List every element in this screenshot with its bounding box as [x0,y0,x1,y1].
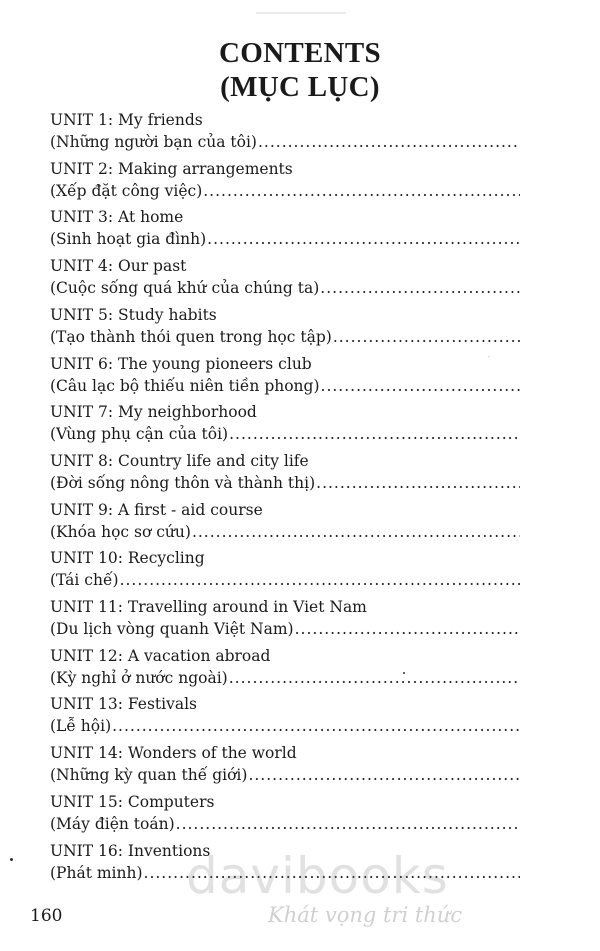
unit-subtitle: (Tái chế) [50,571,119,589]
page-subtitle: (MỤC LỤC) [220,71,380,103]
unit-subtitle: (Cuộc sống quá khứ của chúng ta) [50,279,320,297]
contents-entry [50,548,520,590]
unit-title: UNIT 6: The young pioneers club [50,355,312,373]
dot-leader [203,181,520,201]
unit-title: UNIT 7: My neighborhood [50,403,257,421]
unit-subtitle: (Những người bạn của tôi) [50,133,257,151]
contents-entry [50,305,520,347]
dot-leader [333,327,520,347]
faint-stamp: · [487,350,491,364]
unit-subtitle-row [50,716,520,736]
unit-subtitle-row [50,424,520,444]
unit-subtitle: (Lễ hội) [50,717,112,735]
dot-leader [295,619,520,639]
dot-leader [176,814,520,834]
unit-subtitle: (Câu lạc bộ thiếu niên tiền phong) [50,377,320,395]
dot-leader [120,570,520,590]
dot-leader [248,765,520,785]
unit-subtitle: (Khóa học sơ cứu) [50,523,191,541]
contents-entry [50,354,520,396]
contents-entry [50,402,520,444]
contents-entry [50,792,520,834]
page-title: CONTENTS [219,37,381,69]
watermark-logo: davibooks [186,847,449,905]
scan-mark [256,12,346,14]
unit-subtitle: (Đời sống nông thôn và thành thị) [50,474,316,492]
dot-leader [320,278,520,298]
unit-subtitle-row [50,376,520,396]
unit-subtitle: (Vùng phụ cận của tôi) [50,425,229,443]
dot-leader [316,473,520,493]
unit-subtitle-row [50,327,520,347]
unit-subtitle: (Xếp đặt công việc) [50,182,203,200]
unit-title: UNIT 11: Travelling around in Viet Nam [50,598,367,616]
unit-subtitle-row [50,619,520,639]
dot-leader [321,376,520,396]
scan-speck [403,672,405,674]
unit-subtitle: (Sinh hoạt gia đình) [50,230,207,248]
unit-title: UNIT 2: Making arrangements [50,160,293,178]
unit-subtitle: (Du lịch vòng quanh Việt Nam) [50,620,294,638]
unit-title: UNIT 16: Inventions [50,842,211,860]
unit-title: UNIT 15: Computers [50,793,215,811]
unit-title: UNIT 8: Country life and city life [50,452,309,470]
dot-leader [229,668,520,688]
contents-entry [50,646,520,688]
contents-entry [50,207,520,249]
unit-subtitle-row [50,765,520,785]
unit-subtitle: (Tạo thành thói quen trong học tập) [50,328,332,346]
unit-subtitle-row [50,814,520,834]
page-number: 160 [30,906,63,926]
unit-subtitle-row [50,522,520,542]
unit-subtitle-row [50,473,520,493]
unit-subtitle-row [50,278,520,298]
contents-entry [50,500,520,542]
unit-title: UNIT 5: Study habits [50,306,217,324]
dot-leader [229,424,520,444]
unit-title: UNIT 4: Our past [50,257,187,275]
contents-entry [50,694,520,736]
unit-title: UNIT 14: Wonders of the world [50,744,297,762]
unit-subtitle: (Những kỳ quan thế giới) [50,766,248,784]
dot-leader [192,522,520,542]
contents-entry [50,743,520,785]
unit-title: UNIT 3: At home [50,208,184,226]
unit-title: UNIT 10: Recycling [50,549,205,567]
watermark-tagline: Khát vọng tri thức [268,903,463,927]
unit-subtitle: (Máy điện toán) [50,815,175,833]
contents-entry [50,256,520,298]
unit-subtitle: (Kỳ nghỉ ở nước ngoài) [50,669,228,687]
unit-subtitle-row [50,229,520,249]
unit-subtitle-row [50,132,520,152]
dot-leader [207,229,520,249]
contents-entry [50,451,520,493]
unit-title: UNIT 1: My friends [50,111,203,129]
dot-leader [112,716,520,736]
unit-subtitle-row [50,570,520,590]
unit-subtitle-row [50,181,520,201]
contents-entry [50,110,520,152]
dot-leader [258,132,520,152]
unit-title: UNIT 12: A vacation abroad [50,647,271,665]
scan-speck [10,858,13,861]
unit-title: UNIT 13: Festivals [50,695,198,713]
contents-entry [50,597,520,639]
unit-subtitle: (Phát minh) [50,864,143,882]
unit-subtitle-row [50,668,520,688]
contents-entry [50,159,520,201]
unit-title: UNIT 9: A first - aid course [50,501,263,519]
